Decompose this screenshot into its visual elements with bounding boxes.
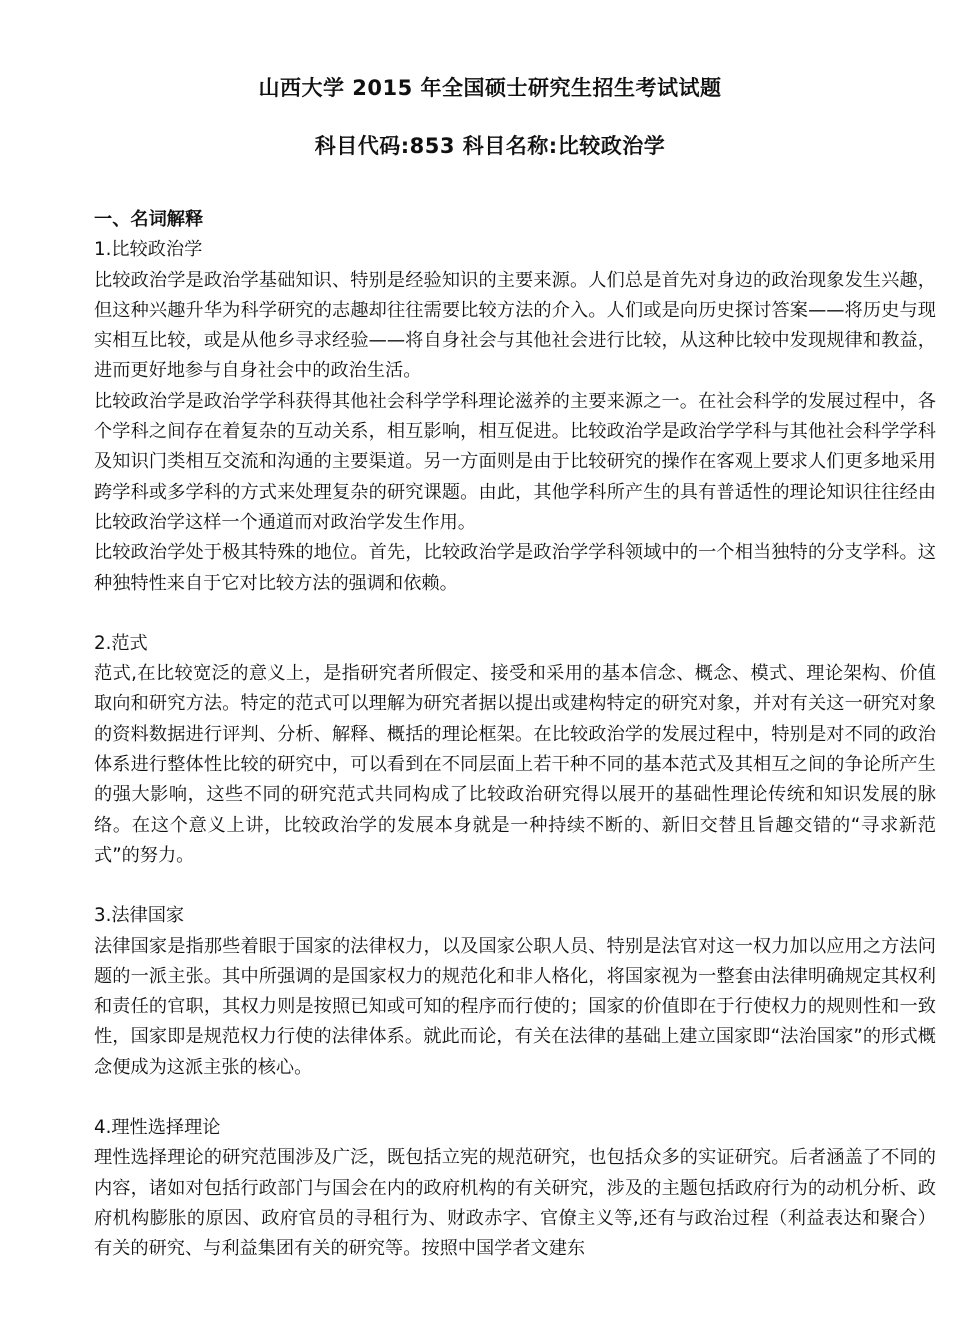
term-item-1 — [94, 235, 936, 599]
exam-subtitle: 科目代码:853 科目名称:比较政治学 — [314, 134, 666, 158]
term-paragraph: 理性选择理论的研究范围涉及广泛，既包括立宪的规范研究，也包括众多的实证研究。后者涵盖了不同的内容，诸如对包括行政部门与国会在内的政府机构的有关研究，涉及的主题包括政府行为的动机分析、政府机构膨胀的原因、政府官员的寻租行为、财政赤字、官僚主义等,还有与政治过程（利益表达和聚合）有关的研究、与利益集团有关的研究等。按照中国学者文建东 — [94, 1147, 936, 1260]
term-paragraph: 法律国家是指那些着眼于国家的法律权力，以及国家公职人员、特别是法官对这一权力加以应用之方法问题的一派主张。其中所强调的是国家权力的规范化和非人格化，将国家视为一整套由法律明确规定其权利和责任的官职，其权力则是按照已知或可知的程序而行使的；国家的价值即在于行使权力的规则性和一致性，国家即是规范权力行使的法律体系。就此而论，有关在法律的基础上建立国家即“法治国家”的形式概念便成为这派主张的核心。 — [94, 935, 936, 1078]
term-paragraph: 比较政治学是政治学学科获得其他社会科学学科理论滋养的主要来源之一。在社会科学的发展过程中，各个学科之间存在着复杂的互动关系，相互影响，相互促进。比较政治学是政治学学科与其他社会科学学科及知识门类相互交流和沟通的主要渠道。另一方面则是由于比较研究的操作在客观上要求人们更多地采用跨学科或多学科的方式来处理复杂的研究课题。由此，其他学科所产生的具有普适性的理论知识往往经由比较政治学这样一个通道而对政治学发生作用。 — [94, 390, 936, 533]
term-title: 4.理性选择理论 — [94, 1117, 221, 1139]
term-item-4 — [94, 1113, 936, 1264]
term-paragraph: 比较政治学是政治学基础知识、特别是经验知识的主要来源。人们总是首先对身边的政治现象发生兴趣，但这种兴趣升华为科学研究的志趣却往往需要比较方法的介入。人们或是向历史探讨答案——将历史与现实相互比较，或是从他乡寻求经验——将自身社会与其他社会进行比较，从这种比较中发现规律和教益，进而更好地参与自身社会中的政治生活。 — [94, 269, 936, 382]
term-title: 2.范式 — [94, 632, 148, 654]
term-title: 3.法律国家 — [94, 905, 185, 927]
spacer — [94, 599, 936, 629]
term-title: 1.比较政治学 — [94, 239, 203, 261]
term-item-3 — [94, 901, 936, 1083]
spacer — [94, 871, 936, 901]
term-paragraph: 比较政治学处于极其特殊的地位。首先，比较政治学是政治学学科领域中的一个相当独特的分支学科。这种独特性来自于它对比较方法的强调和依赖。 — [94, 542, 936, 594]
term-paragraph: 范式,在比较宽泛的意义上，是指研究者所假定、接受和采用的基本信念、概念、模式、理论架构、价值取向和研究方法。特定的范式可以理解为研究者据以提出或建构特定的研究对象，并对有关这一研究对象的资料数据进行评判、分析、解释、概括的理论框架。在比较政治学的发展过程中，特别是对不同的政治体系进行整体性比较的研究中，可以看到在不同层面上若干种不同的基本范式及其相互之间的争论所产生的强大影响，这些不同的研究范式共同构成了比较政治研究得以展开的基础性理论传统和知识发展的脉络。在这个意义上讲，比较政治学的发展本身就是一种持续不断的、新旧交替且旨趣交错的“寻求新范式”的努力。 — [94, 663, 936, 866]
spacer — [94, 1083, 936, 1113]
section-heading: 一、名词解释 — [94, 209, 204, 230]
exam-title: 山西大学 2015 年全国硕士研究生招生考试试题 — [258, 76, 722, 100]
document-body — [94, 205, 936, 1265]
term-item-2 — [94, 629, 936, 871]
